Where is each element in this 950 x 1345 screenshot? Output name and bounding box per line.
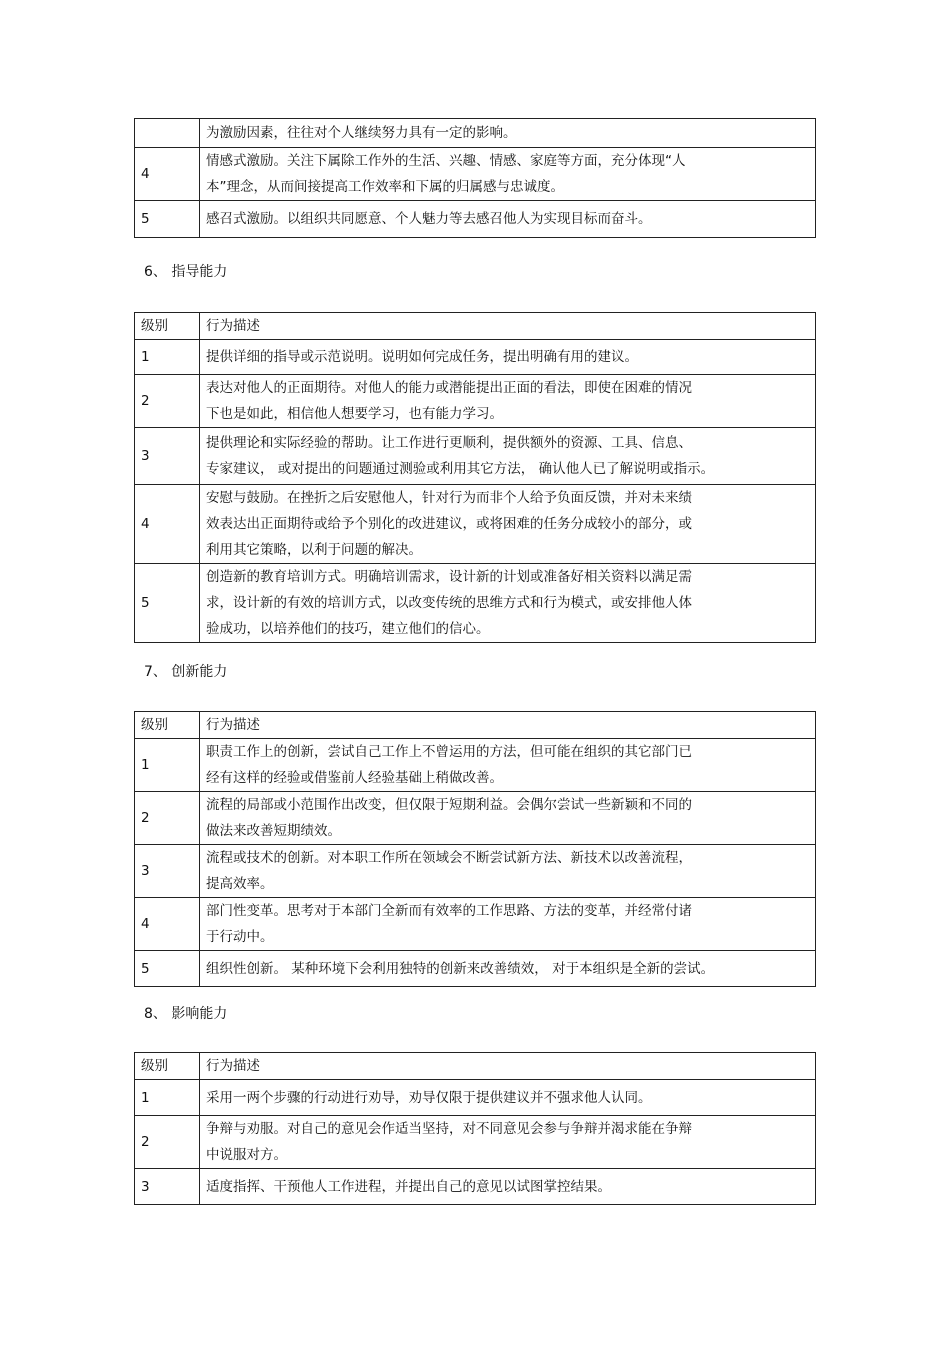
level-cell: 1 [135,739,200,792]
level-header: 级别 [135,712,200,739]
level-cell: 2 [135,375,200,428]
description-cell: 流程的局部或小范围作出改变，但仅限于短期利益。会偶尔尝试一些新颖和不同的 做法来改善短期绩效。 [200,792,816,845]
table-row [135,792,816,845]
level-cell: 4 [135,148,200,201]
section-title-innovation: 7、 创新能力 [144,664,228,680]
table-row [135,428,816,485]
table-row [135,564,816,643]
level-cell: 3 [135,845,200,898]
description-header: 行为描述 [200,712,816,739]
description-cell: 安慰与鼓励。在挫折之后安慰他人，针对行为而非个人给予负面反馈，并对未来绩 效表达出正面期待或给予个别化的改进建议，或将困难的任务分成较小的部分，或 利用其它策略，以利于问题的解决。 [200,485,816,564]
level-cell [135,119,200,148]
table-header-row [135,313,816,340]
description-cell: 感召式激励。以组织共同愿意、个人魅力等去感召他人为实现目标而奋斗。 [200,201,816,238]
description-cell: 提供详细的指导或示范说明。说明如何完成任务，提出明确有用的建议。 [200,340,816,375]
level-cell: 5 [135,564,200,643]
influence-table [134,1052,816,1205]
section-title-influence: 8、 影响能力 [144,1006,228,1022]
table-header-row [135,712,816,739]
table-row [135,1080,816,1116]
level-cell: 2 [135,792,200,845]
level-cell: 2 [135,1116,200,1169]
description-cell: 提供理论和实际经验的帮助。让工作进行更顺利，提供额外的资源、工具、信息、 专家建议， 或对提出的问题通过测验或利用其它方法， 确认他人已了解说明或指示。 [200,428,816,485]
table-row [135,119,816,148]
level-cell: 3 [135,1169,200,1205]
table-row [135,1116,816,1169]
level-header: 级别 [135,313,200,340]
guidance-table [134,312,816,643]
table-row [135,375,816,428]
table-row [135,340,816,375]
level-header: 级别 [135,1053,200,1080]
description-cell: 适度指挥、干预他人工作进程，并提出自己的意见以试图掌控结果。 [200,1169,816,1205]
table-row [135,845,816,898]
innovation-table [134,711,816,987]
description-cell: 为激励因素，往往对个人继续努力具有一定的影响。 [200,119,816,148]
level-cell: 3 [135,428,200,485]
description-cell: 情感式激励。关注下属除工作外的生活、兴趣、情感、家庭等方面，充分体现“人 本”理念，从而间接提高工作效率和下属的归属感与忠诚度。 [200,148,816,201]
description-cell: 表达对他人的正面期待。对他人的能力或潜能提出正面的看法，即使在困难的情况 下也是如此，相信他人想要学习，也有能力学习。 [200,375,816,428]
table-row [135,898,816,951]
table-row [135,485,816,564]
description-cell: 争辩与劝服。对自己的意见会作适当坚持，对不同意见会参与争辩并渴求能在争辩 中说服对方。 [200,1116,816,1169]
description-cell: 组织性创新。 某种环境下会利用独特的创新来改善绩效， 对于本组织是全新的尝试。 [200,951,816,987]
table-row [135,148,816,201]
motivation-table-continued [134,118,816,238]
table-row [135,201,816,238]
table-header-row [135,1053,816,1080]
description-cell: 创造新的教育培训方式。明确培训需求，设计新的计划或准备好相关资料以满足需 求，设计新的有效的培训方式，以改变传统的思维方式和行为模式，或安排他人体 验成功，以培养他们的技巧，建立他们的信心。 [200,564,816,643]
level-cell: 5 [135,951,200,987]
description-cell: 采用一两个步骤的行动进行劝导，劝导仅限于提供建议并不强求他人认同。 [200,1080,816,1116]
description-header: 行为描述 [200,313,816,340]
level-cell: 5 [135,201,200,238]
description-cell: 部门性变革。思考对于本部门全新而有效率的工作思路、方法的变革，并经常付诸 于行动中。 [200,898,816,951]
description-cell: 流程或技术的创新。对本职工作所在领域会不断尝试新方法、新技术以改善流程， 提高效率。 [200,845,816,898]
level-cell: 1 [135,340,200,375]
level-cell: 4 [135,898,200,951]
table-row [135,951,816,987]
table-row [135,1169,816,1205]
description-header: 行为描述 [200,1053,816,1080]
level-cell: 1 [135,1080,200,1116]
level-cell: 4 [135,485,200,564]
description-cell: 职责工作上的创新，尝试自己工作上不曾运用的方法，但可能在组织的其它部门已 经有这样的经验或借鉴前人经验基础上稍做改善。 [200,739,816,792]
section-title-guidance: 6、 指导能力 [144,264,228,280]
table-row [135,739,816,792]
